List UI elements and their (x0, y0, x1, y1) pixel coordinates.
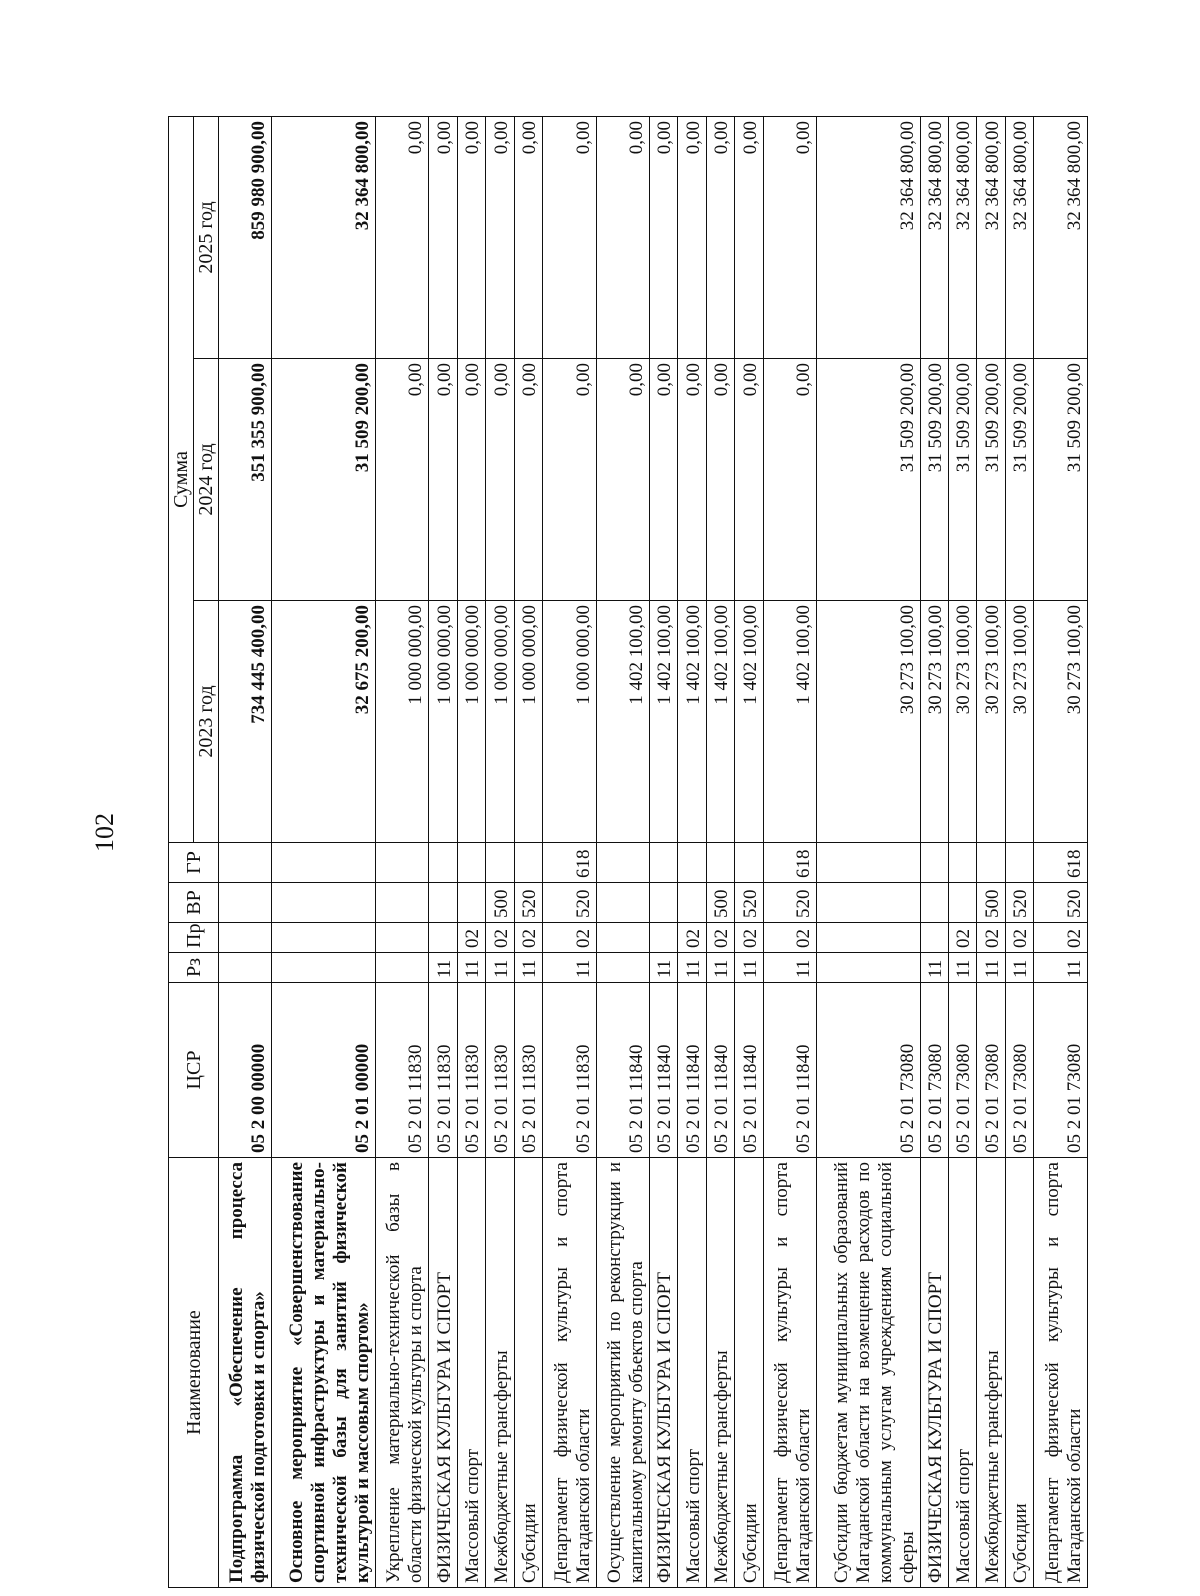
table-cell-2023: 1 000 000,00 (429, 601, 457, 843)
table-cell-2024: 0,00 (543, 359, 596, 601)
table-cell-csr: 05 2 01 73080 (817, 983, 921, 1158)
table-cell-2024: 0,00 (457, 359, 485, 601)
table-cell-2025: 0,00 (486, 116, 514, 358)
table-cell-gr (977, 843, 1005, 883)
table-row (486, 116, 514, 1587)
table-cell-2023: 30 273 100,00 (1034, 601, 1088, 843)
table-cell-name: Подпрограмма «Обеспечение процесса физической подготовки и спорта» (219, 1158, 272, 1588)
table-cell-csr: 05 2 01 11830 (457, 983, 485, 1158)
table-row (817, 116, 921, 1587)
table-cell-2024: 31 509 200,00 (1034, 359, 1088, 601)
table-cell-pr (429, 923, 457, 953)
table-cell-vr (949, 883, 977, 923)
table-cell-name: Субсидии (1005, 1158, 1033, 1588)
table-cell-pr (219, 923, 272, 953)
table-cell-rz: 11 (429, 953, 457, 983)
table-row (920, 116, 948, 1587)
table-cell-vr: 500 (977, 883, 1005, 923)
table-cell-2024: 31 509 200,00 (817, 359, 921, 601)
table-cell-2024: 0,00 (486, 359, 514, 601)
table-row (514, 116, 542, 1587)
table-cell-pr: 02 (949, 923, 977, 953)
table-cell-gr (457, 843, 485, 883)
table-cell-2025: 32 364 800,00 (817, 116, 921, 358)
table-cell-csr: 05 2 01 11840 (596, 983, 649, 1158)
table-cell-2024: 0,00 (706, 359, 734, 601)
table-cell-gr (817, 843, 921, 883)
table-cell-rz: 11 (706, 953, 734, 983)
table-row (949, 116, 977, 1587)
table-cell-pr: 02 (763, 923, 816, 953)
table-cell-gr (375, 843, 428, 883)
table-cell-2025: 0,00 (543, 116, 596, 358)
table-cell-gr (650, 843, 678, 883)
table-cell-rz (375, 953, 428, 983)
table-cell-gr (920, 843, 948, 883)
table-cell-rz (219, 953, 272, 983)
table-cell-vr: 520 (543, 883, 596, 923)
table-cell-pr: 02 (486, 923, 514, 953)
table-cell-csr: 05 2 01 00000 (272, 983, 376, 1158)
table-row (763, 116, 816, 1587)
table-cell-rz: 11 (763, 953, 816, 983)
table-cell-2025: 0,00 (735, 116, 763, 358)
table-cell-2025: 0,00 (514, 116, 542, 358)
table-cell-vr: 520 (763, 883, 816, 923)
table-cell-pr: 02 (1034, 923, 1088, 953)
table-cell-2023: 30 273 100,00 (949, 601, 977, 843)
table-cell-rz (817, 953, 921, 983)
table-cell-2024: 0,00 (375, 359, 428, 601)
table-cell-gr (949, 843, 977, 883)
table-cell-2024: 31 509 200,00 (949, 359, 977, 601)
table-row (429, 116, 457, 1587)
table-cell-gr (429, 843, 457, 883)
table-cell-name: Основное мероприятие «Совершенствование спортивной инфраструктуры и материально-технической базы для занятий физической культурой и массовым спортом» (272, 1158, 376, 1588)
header-rz: Рз (169, 953, 219, 983)
table-cell-pr: 02 (678, 923, 706, 953)
table-cell-2025: 0,00 (429, 116, 457, 358)
table-cell-pr: 02 (977, 923, 1005, 953)
table-cell-csr: 05 2 01 73080 (1034, 983, 1088, 1158)
table-row (977, 116, 1005, 1587)
table-cell-name: Субсидии бюджетам муниципальных образований Магаданской области на возмещение расходов по коммунальным услугам учреждениям социальной сферы (817, 1158, 921, 1588)
table-cell-2025: 32 364 800,00 (920, 116, 948, 358)
table-cell-csr: 05 2 01 73080 (949, 983, 977, 1158)
budget-table (168, 116, 1088, 1588)
header-csr: ЦСР (169, 983, 219, 1158)
table-cell-2023: 1 402 100,00 (678, 601, 706, 843)
header-gr: ГР (169, 843, 219, 883)
table-cell-2024: 351 355 900,00 (219, 359, 272, 601)
table-cell-2023: 30 273 100,00 (817, 601, 921, 843)
table-cell-gr (1005, 843, 1033, 883)
table-cell-2025: 32 364 800,00 (949, 116, 977, 358)
table-cell-2025: 859 980 900,00 (219, 116, 272, 358)
table-cell-rz: 11 (543, 953, 596, 983)
table-cell-2023: 30 273 100,00 (977, 601, 1005, 843)
table-cell-gr (514, 843, 542, 883)
table-cell-vr (272, 883, 376, 923)
table-cell-2024: 31 509 200,00 (272, 359, 376, 601)
table-cell-gr: 618 (543, 843, 596, 883)
table-cell-vr (596, 883, 649, 923)
header-2024: 2024 год (194, 359, 219, 601)
table-cell-name: Межбюджетные трансферты (706, 1158, 734, 1588)
table-cell-pr: 02 (543, 923, 596, 953)
table-cell-2025: 32 364 800,00 (977, 116, 1005, 358)
table-cell-rz: 11 (949, 953, 977, 983)
table-cell-gr (486, 843, 514, 883)
table-cell-rz: 11 (486, 953, 514, 983)
table-cell-rz: 11 (735, 953, 763, 983)
table-cell-name: Департамент физической культуры и спорта Магаданской области (543, 1158, 596, 1588)
table-cell-2024: 0,00 (678, 359, 706, 601)
table-cell-gr (735, 843, 763, 883)
table-cell-rz (596, 953, 649, 983)
table-cell-2025: 32 364 800,00 (1034, 116, 1088, 358)
table-cell-csr: 05 2 01 11840 (763, 983, 816, 1158)
table-cell-rz (272, 953, 376, 983)
table-cell-pr (272, 923, 376, 953)
table-cell-2025: 32 364 800,00 (272, 116, 376, 358)
table-cell-vr (920, 883, 948, 923)
header-sum: Сумма (169, 116, 194, 842)
table-cell-csr: 05 2 01 11830 (514, 983, 542, 1158)
table-cell-pr: 02 (735, 923, 763, 953)
table-cell-rz: 11 (1005, 953, 1033, 983)
table-cell-gr (678, 843, 706, 883)
table-cell-rz: 11 (650, 953, 678, 983)
header-name: Наименование (169, 1158, 219, 1588)
table-cell-name: Департамент физической культуры и спорта Магаданской области (763, 1158, 816, 1588)
table-cell-2023: 30 273 100,00 (1005, 601, 1033, 843)
table-cell-name: Массовый спорт (457, 1158, 485, 1588)
table-cell-2025: 0,00 (763, 116, 816, 358)
table-row (272, 116, 376, 1587)
table-cell-vr: 520 (735, 883, 763, 923)
table-cell-2023: 1 000 000,00 (457, 601, 485, 843)
table-cell-csr: 05 2 01 73080 (977, 983, 1005, 1158)
table-row (543, 116, 596, 1587)
table-cell-gr (596, 843, 649, 883)
table-cell-2024: 0,00 (429, 359, 457, 601)
table-cell-vr (650, 883, 678, 923)
table-cell-name: Укрепление материально-технической базы в области физической культуры и спорта (375, 1158, 428, 1588)
table-cell-gr (272, 843, 376, 883)
table-cell-2023: 1 000 000,00 (514, 601, 542, 843)
table-header (169, 116, 219, 1587)
table-cell-rz: 11 (1034, 953, 1088, 983)
table-cell-pr: 02 (1005, 923, 1033, 953)
table-row (650, 116, 678, 1587)
table-cell-vr (817, 883, 921, 923)
table-cell-2023: 1 402 100,00 (735, 601, 763, 843)
table-cell-csr: 05 2 01 11840 (735, 983, 763, 1158)
table-cell-2023: 1 402 100,00 (763, 601, 816, 843)
table-cell-pr: 02 (457, 923, 485, 953)
table-cell-name: Субсидии (735, 1158, 763, 1588)
rotated-table-area (168, 116, 1088, 1588)
table-row (1034, 116, 1088, 1587)
table-cell-2023: 1 000 000,00 (375, 601, 428, 843)
table-cell-csr: 05 2 01 73080 (1005, 983, 1033, 1158)
table-cell-2023: 1 000 000,00 (486, 601, 514, 843)
table-cell-pr: 02 (706, 923, 734, 953)
table-cell-gr: 618 (763, 843, 816, 883)
table-cell-pr (596, 923, 649, 953)
table-row (678, 116, 706, 1587)
table-row (596, 116, 649, 1587)
table-cell-rz: 11 (977, 953, 1005, 983)
table-cell-csr: 05 2 01 11840 (650, 983, 678, 1158)
table-row (1005, 116, 1033, 1587)
table-row (457, 116, 485, 1587)
table-cell-2025: 0,00 (706, 116, 734, 358)
table-cell-csr: 05 2 01 11840 (706, 983, 734, 1158)
table-cell-rz: 11 (920, 953, 948, 983)
table-cell-2025: 0,00 (457, 116, 485, 358)
table-cell-vr: 500 (706, 883, 734, 923)
table-cell-rz: 11 (457, 953, 485, 983)
table-cell-2025: 0,00 (678, 116, 706, 358)
table-cell-2024: 0,00 (514, 359, 542, 601)
table-cell-pr (817, 923, 921, 953)
table-cell-2023: 1 000 000,00 (543, 601, 596, 843)
table-cell-vr (457, 883, 485, 923)
table-cell-name: Межбюджетные трансферты (486, 1158, 514, 1588)
table-cell-csr: 05 2 01 11840 (678, 983, 706, 1158)
table-cell-csr: 05 2 01 11830 (429, 983, 457, 1158)
table-cell-name: ФИЗИЧЕСКАЯ КУЛЬТУРА И СПОРТ (650, 1158, 678, 1588)
table-cell-vr: 500 (486, 883, 514, 923)
page-number: 102 (90, 813, 119, 852)
table-cell-2025: 0,00 (650, 116, 678, 358)
table-cell-2023: 1 402 100,00 (650, 601, 678, 843)
table-cell-vr: 520 (1034, 883, 1088, 923)
table-cell-name: Осуществление мероприятий по реконструкции и капитальному ремонту объектов спорта (596, 1158, 649, 1588)
table-cell-name: Департамент физической культуры и спорта Магаданской области (1034, 1158, 1088, 1588)
header-2023: 2023 год (194, 601, 219, 843)
table-cell-csr: 05 2 01 11830 (486, 983, 514, 1158)
table-cell-csr: 05 2 01 11830 (543, 983, 596, 1158)
table-cell-2023: 1 402 100,00 (706, 601, 734, 843)
table-cell-vr (219, 883, 272, 923)
table-row (706, 116, 734, 1587)
header-2025: 2025 год (194, 116, 219, 358)
table-cell-2025: 0,00 (596, 116, 649, 358)
table-cell-gr (706, 843, 734, 883)
table-cell-2024: 0,00 (650, 359, 678, 601)
table-cell-csr: 05 2 00 00000 (219, 983, 272, 1158)
table-cell-pr (920, 923, 948, 953)
table-cell-2023: 30 273 100,00 (920, 601, 948, 843)
table-cell-2024: 31 509 200,00 (1005, 359, 1033, 601)
table-cell-pr (375, 923, 428, 953)
table-cell-gr: 618 (1034, 843, 1088, 883)
table-row (375, 116, 428, 1587)
table-row (219, 116, 272, 1587)
table-cell-name: ФИЗИЧЕСКАЯ КУЛЬТУРА И СПОРТ (429, 1158, 457, 1588)
table-cell-pr (650, 923, 678, 953)
table-cell-2023: 1 402 100,00 (596, 601, 649, 843)
table-cell-csr: 05 2 01 73080 (920, 983, 948, 1158)
table-cell-2024: 31 509 200,00 (920, 359, 948, 601)
table-cell-vr: 520 (1005, 883, 1033, 923)
header-vr: ВР (169, 883, 219, 923)
table-cell-vr (678, 883, 706, 923)
table-cell-2024: 0,00 (763, 359, 816, 601)
table-cell-2024: 0,00 (735, 359, 763, 601)
table-row (735, 116, 763, 1587)
table-cell-name: Межбюджетные трансферты (977, 1158, 1005, 1588)
table-cell-vr (429, 883, 457, 923)
table-cell-2024: 0,00 (596, 359, 649, 601)
table-cell-2025: 0,00 (375, 116, 428, 358)
table-cell-pr: 02 (514, 923, 542, 953)
table-cell-csr: 05 2 01 11830 (375, 983, 428, 1158)
table-cell-2024: 31 509 200,00 (977, 359, 1005, 601)
table-cell-name: ФИЗИЧЕСКАЯ КУЛЬТУРА И СПОРТ (920, 1158, 948, 1588)
table-cell-rz: 11 (678, 953, 706, 983)
table-cell-2023: 32 675 200,00 (272, 601, 376, 843)
table-cell-name: Массовый спорт (678, 1158, 706, 1588)
table-cell-vr (375, 883, 428, 923)
table-body (219, 116, 1088, 1587)
table-cell-rz: 11 (514, 953, 542, 983)
header-pr: Пр (169, 923, 219, 953)
table-cell-name: Массовый спорт (949, 1158, 977, 1588)
table-cell-vr: 520 (514, 883, 542, 923)
table-cell-2025: 32 364 800,00 (1005, 116, 1033, 358)
table-cell-2023: 734 445 400,00 (219, 601, 272, 843)
table-cell-gr (219, 843, 272, 883)
table-cell-name: Субсидии (514, 1158, 542, 1588)
